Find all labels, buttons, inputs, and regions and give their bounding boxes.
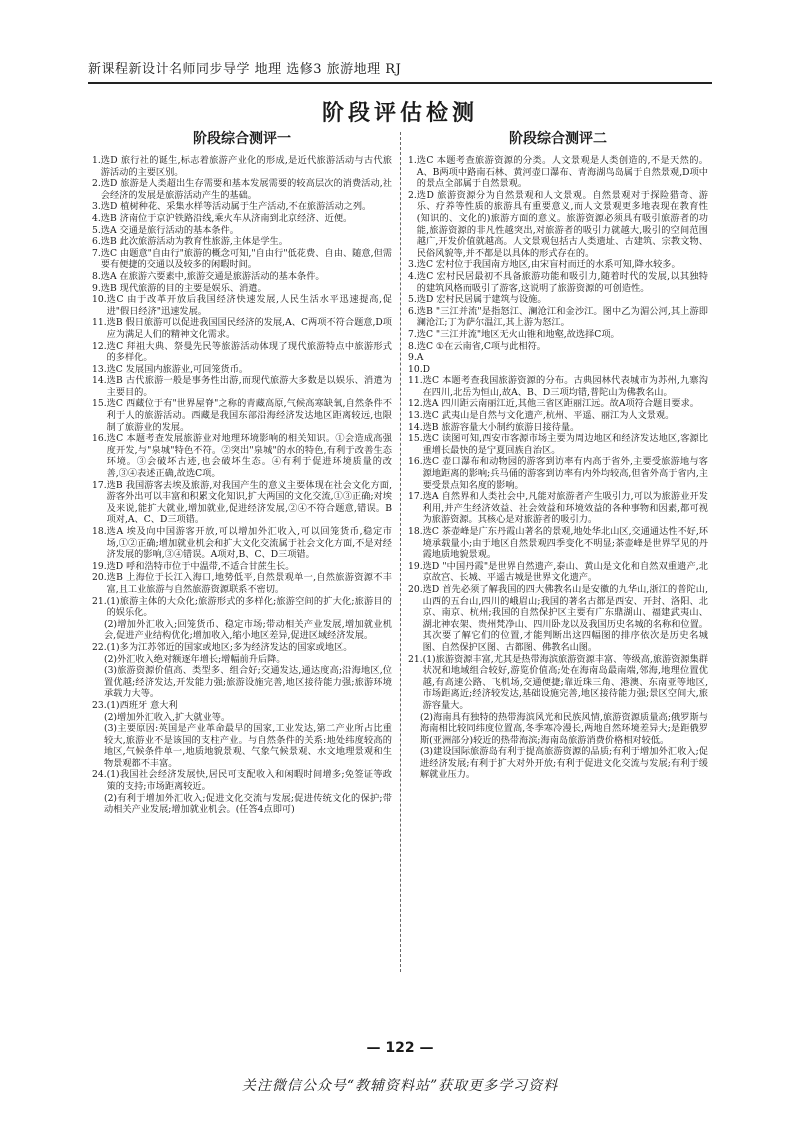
- answer-item: [92, 642, 392, 654]
- answer-number: 12.: [408, 398, 423, 410]
- answer-item: [408, 306, 708, 329]
- answer-text: 选C 本题考查我国旅游资源的分布。古典园林代表城市为苏州,九寨沟在四川,北岳为恒山,故A、B、D三项均错,普陀山为佛教名山。: [422, 375, 708, 398]
- answer-number: 2.: [92, 178, 101, 190]
- answer-number: 12.: [92, 340, 107, 352]
- answer-item: [408, 375, 708, 398]
- answer-item: [92, 271, 392, 283]
- answer-item: [408, 654, 708, 712]
- answer-number: 16.: [92, 433, 107, 445]
- answer-text: 选C 拜祖大典、祭曼先民等旅游活动体现了现代旅游特点中旅游形式的多样化。: [106, 340, 392, 364]
- answer-item: [92, 480, 392, 526]
- answer-item: [92, 526, 392, 561]
- answer-text: (2)有利于增加外汇收入;促进文化交流与发展;促进传统文化的保护;带动相关产业发展;增加就业机会。(任答4点即可): [104, 792, 392, 816]
- answer-text: 选A 自然界和人类社会中,凡能对旅游者产生吸引力,可以为旅游业开发利用,并产生经济效益、社会效益和环境效益的各种事物和因素,都可视为旅游资源。其核心是对旅游者的吸引力。: [422, 491, 708, 526]
- answer-item: [92, 155, 392, 178]
- answer-number: 13.: [92, 363, 107, 375]
- answer-item: [92, 561, 392, 573]
- answer-text: 选D 首先必须了解我国的四大佛教名山是安徽的九华山,浙江的普陀山,山西的五台山,四川的峨眉山;我国的著名古都是西安、开封、洛阳、北京、南京、杭州;我国的自然保护区主要有广东鼎湖山、福建武夷山、湖北神农架、贵州梵净山、四川卧龙以及我国历史名城的名称和位置。其次要了解它们的位置,才能判断出这四幅图的排序依次是历史名城图、自然保护区图、古都图、佛教名山图。: [422, 583, 708, 653]
- answer-number: 1.: [92, 155, 101, 166]
- right-column: [408, 130, 708, 781]
- answer-number: 23.: [92, 699, 107, 711]
- answer-item: [92, 375, 392, 398]
- answer-item: [92, 225, 392, 237]
- answer-text: (3)建设国际旅游岛有利于提高旅游资源的品质;有利于增加外汇收入;促进经济发展;有利于扩大对外开放;有利于促进文化交流与发展;有利于缓解就业压力。: [420, 746, 708, 781]
- answer-item: [92, 341, 392, 364]
- answer-text: 选A 四川距云南丽江近,其他三省区距丽江远。故A项符合题目要求。: [422, 398, 699, 410]
- answer-number: 6.: [408, 305, 417, 317]
- answer-number: 4.: [92, 212, 101, 224]
- answer-item: [92, 793, 392, 816]
- answer-text: 选C ①在云南省,C项与此相符。: [416, 340, 546, 352]
- answer-number: 3.: [408, 259, 417, 271]
- main-title: 阶段评估检测: [321, 101, 478, 126]
- answer-item: [92, 317, 392, 340]
- answer-number: [92, 723, 104, 769]
- answer-item: [408, 561, 708, 584]
- answer-item: [408, 456, 708, 491]
- answer-number: [408, 746, 420, 781]
- right-answer-list: [408, 155, 708, 781]
- answer-item: [92, 596, 392, 619]
- answer-text: 选B "三江并流"是指怒江、澜沧江和金沙江。图中乙为湄公河,其上游即澜沧江;丁为萨尔温江,其上游为怒江。: [416, 305, 708, 329]
- answer-item: [92, 283, 392, 295]
- answer-text: 选B 旅游容量大小制约旅游日接待量。: [422, 421, 580, 433]
- answer-item: [92, 364, 392, 376]
- answer-item: [92, 294, 392, 317]
- answer-text: (3)主要原因:英国是产业革命最早的国家,工业发达,第二产业所占比重较大,旅游业不是该国的支柱产业。与自然条件的关系:地处纬度较高的地区,气候条件单一,地质地貌景观、气象气候景观、水文地理景观和生物景观都不丰富。: [104, 723, 392, 769]
- answer-text: (3)旅游资源价值高、类型多、组合好;交通发达,通达度高;沿海地区,位置优越;经济发达,开发能力强;旅游设施完善,地区接待能力强;旅游环境承载力大等。: [104, 665, 392, 700]
- answer-text: 选D 呼和浩特市位于中温带,不适合甘蔗生长。: [106, 560, 295, 572]
- answer-item: [92, 769, 392, 792]
- answer-item: [92, 201, 392, 213]
- left-column: [92, 130, 392, 816]
- answer-text: 选D 旅行社的诞生,标志着旅游产业化的形成,是近代旅游活动与古代旅游活动的主要区别。: [100, 155, 392, 178]
- answer-item: [92, 178, 392, 201]
- answer-item: [408, 491, 708, 526]
- answer-number: 22.: [92, 641, 107, 653]
- answer-text: (1)我国社会经济发展快,居民可支配收入和闲暇时间增多;免签证等政策的支持;市场距离较近。: [106, 769, 392, 793]
- answer-text: 选C 读图可知,西安市客源市场主要为周边地区和经济发达地区,客源比重增长最快的是宁夏回族自治区。: [422, 433, 708, 456]
- answer-number: 10.: [92, 294, 107, 306]
- answer-text: 选D 植树种花、采集水样等活动属于生产活动,不在旅游活动之列。: [100, 201, 372, 213]
- answer-text: 选C 茶壶峰是广东丹霞山著名的景观,地处华北山区,交通通达性不好,环境承载量小;由于地区自然景观四季变化不明显;茶壶峰是世界罕见的丹霞地质地貌景观。: [422, 526, 708, 561]
- answer-text: (1)多为江苏邻近的国家或地区;多为经济发达的国家或地区。: [106, 641, 353, 653]
- answer-number: 3.: [92, 201, 101, 213]
- footer-note: 关注微信公众号“教辅资料站”获取更多学习资料: [241, 1078, 559, 1094]
- answer-item: [408, 746, 708, 781]
- answer-text: 选A 埃及向中国游客开放,可以增加外汇收入,可以回笼货币,稳定市场,①②正确;增加就业机会和扩大文化交流属于社会文化方面,不是对经济发展的影响,③④错误。A项对,B、C、D三项错。: [106, 526, 392, 561]
- answer-text: 选A 交通是旅行活动的基本条件。: [100, 224, 239, 236]
- answer-text: 选B 古代旅游一般是事务性出游,而现代旅游大多数是以娱乐、消遣为主要目的。: [106, 375, 392, 398]
- answer-item: [92, 700, 392, 712]
- answer-number: 9.: [408, 352, 417, 364]
- answer-item: [92, 248, 392, 271]
- answer-text: (2)海南具有独特的热带海滨风光和民族风情,旅游资源质量高;俄罗斯与海南相比较同纬度位置高,冬季寒冷漫长,两地自然环境差异大;是距俄罗斯(亚洲部分)较近的热带海滨;海南岛旅游消费价格相对较低。: [420, 711, 708, 746]
- answer-number: [92, 619, 104, 642]
- answer-text: 选B 我国游客去埃及旅游,对我国产生的意义主要体现在社会文化方面,游客外出可以丰富和积累文化知识,扩大两国的文化交流,①③正确;对埃及来说,能扩大就业,增加就业,促进经济发展,②④不符合题意,错误。B项对,A、C、D三项错。: [106, 479, 392, 526]
- answer-item: [408, 712, 708, 747]
- answer-item: [408, 352, 708, 364]
- answer-text: 选C 由题意"自由行"旅游的概念可知,"自由行"低花费、自由、随意,但需要有便捷的交通以及较多的闲暇时间。: [100, 247, 392, 271]
- answer-text: (2)增加外汇收入,扩大就业等。: [104, 711, 231, 723]
- answer-item: [408, 584, 708, 654]
- answer-number: 7.: [408, 328, 417, 340]
- answer-item: [92, 654, 392, 666]
- answer-item: [408, 294, 708, 306]
- answer-number: 18.: [408, 526, 423, 537]
- answer-number: 14.: [408, 421, 423, 433]
- answer-text: 选A 在旅游六要素中,旅游交通是旅游活动的基本条件。: [100, 270, 325, 282]
- answer-item: [92, 398, 392, 433]
- answer-number: [408, 712, 420, 747]
- answer-number: 18.: [92, 526, 107, 537]
- answer-item: [408, 190, 708, 260]
- left-answer-list: [92, 155, 392, 816]
- answer-text: A: [416, 352, 424, 364]
- answer-number: 8.: [92, 270, 101, 282]
- answer-number: 5.: [92, 224, 101, 236]
- answer-item: [92, 433, 392, 479]
- answer-text: 选C 本题考查旅游资源的分类。人文景观是人类创造的,不是天然的。A、B两项中路南石林、黄河壶口瀑布、青海湖鸟岛属于自然景观,D项中的景点全部属于自然景观。: [416, 155, 708, 190]
- answer-text: 选D 旅游资源分为自然景观和人文景观。自然景观对于探险猎奇、游乐、疗养等性质的旅游具有重要意义,而人文景观更多地表现在教育性(知识的、文化的)旅游方面的意义。旅游资源必须具有吸引旅游者的功能,旅游资源的非凡性越突出,对旅游者的吸引力就越大,吸引的空间范围越广,开发价值就越高。人文景观包括古人类遗址、古建筑、宗教文物、民俗风貌等,并不都是以具体的形式存在的。: [416, 189, 708, 259]
- answer-item: [408, 271, 708, 294]
- answer-text: 选C "三江并流"地区无火山锥和地壑,故选择C项。: [416, 328, 620, 340]
- answer-text: 选C 武夷山是自然与文化遗产,杭州、平遥、丽江为人文景观。: [422, 410, 675, 422]
- answer-number: 7.: [92, 247, 101, 259]
- answer-text: 选B 假日旅游可以促进我国国民经济的发展,A、C两项不符合题意,D项应为满足人们的精神文化需求。: [106, 317, 392, 340]
- header-rule: [88, 82, 712, 84]
- answer-number: 15.: [408, 433, 423, 445]
- answer-number: 21.: [408, 653, 423, 665]
- answer-item: [92, 665, 392, 700]
- page-header: 新课程新设计名师同步导学 地理 选修3 旅游地理 RJ: [88, 62, 402, 77]
- left-column-title: 阶段综合测评一: [193, 131, 291, 147]
- answer-text: 选C 宏村民居最初不具备旅游功能和吸引力,随着时代的发展,以其独特的建筑风格而吸引了游客,这说明了旅游资源的可创造性。: [416, 270, 708, 294]
- answer-number: 2.: [408, 189, 417, 201]
- answer-number: 17.: [92, 479, 107, 491]
- answer-number: [92, 665, 104, 700]
- answer-number: 17.: [408, 491, 423, 503]
- answer-item: [408, 329, 708, 341]
- answer-item: [408, 526, 708, 561]
- page-number: — 122 —: [366, 1040, 434, 1056]
- answer-text: 选D 旅游是人类超出生存需要和基本发展需要的较高层次的消费活动,社会经济的发展是旅游活动产生的基础。: [100, 178, 392, 201]
- answer-number: 10.: [408, 363, 423, 375]
- answer-text: 选C 西藏位于有"世界屋脊"之称的青藏高原,气候高寒缺氧,自然条件不利于人的旅游活动。西藏是我国东部沿海经济发达地区距离较远,也限制了旅游业的发展。: [106, 398, 392, 433]
- answer-number: 5.: [408, 294, 417, 306]
- right-column-title: 阶段综合测评二: [509, 131, 607, 147]
- answer-item: [408, 433, 708, 456]
- answer-number: 21.: [92, 595, 107, 607]
- answer-text: 选B 现代旅游的目的主要是娱乐、消遣。: [100, 282, 267, 294]
- answer-number: 4.: [408, 270, 417, 282]
- answer-number: 1.: [408, 155, 417, 166]
- answer-number: [92, 793, 104, 816]
- answer-number: 13.: [408, 410, 423, 422]
- answer-item: [92, 236, 392, 248]
- answer-text: (1)西班牙 意大利: [106, 699, 178, 711]
- answer-number: 11.: [408, 375, 423, 387]
- answer-number: 24.: [92, 769, 107, 781]
- answer-number: 6.: [92, 236, 101, 248]
- answer-text: (2)增加外汇收入;回笼货币、稳定市场;带动相关产业发展,增加就业机会,促进产业结构优化;增加收入,缩小地区差异,促进区域经济发展。: [104, 618, 392, 642]
- answer-text: 选D "中国丹霞"是世界自然遗产,泰山、黄山是文化和自然双重遗产,北京故宫、长城、平遥古城是世界文化遗产。: [422, 560, 708, 584]
- answer-number: 15.: [92, 398, 107, 410]
- answer-text: 选C 本题考查发展旅游业对地理环境影响的相关知识。①会造成高强度开发,与"泉城"特色不符。②突出"泉城"的水的特色,有利于改善生态环境。③会破坏古迹,也会破坏生态。④有利于促进环境质量的改善,③④表述正确,故选C项。: [106, 433, 392, 480]
- answer-item: [408, 398, 708, 410]
- answer-item: [92, 712, 392, 724]
- answer-item: [408, 422, 708, 434]
- answer-text: 选D 宏村民居属于建筑与设施。: [416, 294, 547, 306]
- answer-text: 选B 上海位于长江入海口,地势低平,自然景观单一,自然旅游资源不丰富,且工业旅游与自然旅游资源联系不密切。: [106, 572, 392, 595]
- answer-text: 选C 壶口瀑布和动物园的游客到访率有内高于省外,主要受旅游地与客源地距离的影响;兵马俑的游客到访率有内外均较高,但省外高于省内,主要受景点知名度的影响。: [422, 456, 708, 491]
- answer-text: 选B 济南位于京沪铁路沿线,乘火车从济南到北京经济、近便。: [100, 212, 353, 224]
- answer-item: [92, 723, 392, 769]
- answer-item: [408, 155, 708, 190]
- answer-text: 选C 宏村位于我国南方地区,由宋盲村而迁的水系可知,降水较多。: [416, 259, 681, 271]
- answer-text: 选B 此次旅游活动为教育性旅游,主体是学生。: [100, 236, 288, 248]
- answer-text: (1)旅游资源丰富,尤其是热带海滨旅游资源丰富、等级高,旅游资源集群状况和地域组合较好,游览价值高;处在海南岛最南端,邻海,地理位置优越,有高速公路、飞机场,交通便捷;靠近珠三角、港澳、东南亚等地区,市场距离近;经济较发达,基础设施完善,地区接待能力强;景区空间大,旅游容量大。: [422, 653, 708, 711]
- answer-number: 16.: [408, 456, 423, 468]
- answer-item: [408, 410, 708, 422]
- answer-number: 8.: [408, 340, 417, 352]
- answer-number: 20.: [408, 583, 423, 595]
- answer-number: [92, 712, 104, 724]
- answer-text: 选C 发展国内旅游业,可回笼货币。: [106, 363, 249, 375]
- answer-text: (1)旅游主体的大众化;旅游形式的多样化;旅游空间的扩大化;旅游目的的娱乐化。: [106, 595, 392, 619]
- answer-item: [92, 213, 392, 225]
- column-divider: [400, 132, 401, 972]
- answer-text: D: [422, 363, 430, 375]
- answer-text: 选C 由于改革开放后我国经济快速发展,人民生活水平迅速提高,促进"假日经济"迅速发展。: [106, 294, 392, 317]
- answer-number: 19.: [92, 560, 107, 572]
- answer-number: 11.: [92, 317, 107, 329]
- answer-number: 14.: [92, 375, 107, 387]
- answer-item: [92, 619, 392, 642]
- answer-number: 20.: [92, 572, 107, 584]
- answer-item: [408, 259, 708, 271]
- answer-text: (2)外汇收入绝对额逐年增长;增幅前升后降。: [104, 653, 286, 665]
- answer-item: [408, 364, 708, 376]
- answer-number: 19.: [408, 560, 423, 572]
- answer-number: [92, 654, 104, 666]
- answer-item: [408, 341, 708, 353]
- answer-item: [92, 572, 392, 595]
- answer-number: 9.: [92, 282, 101, 294]
